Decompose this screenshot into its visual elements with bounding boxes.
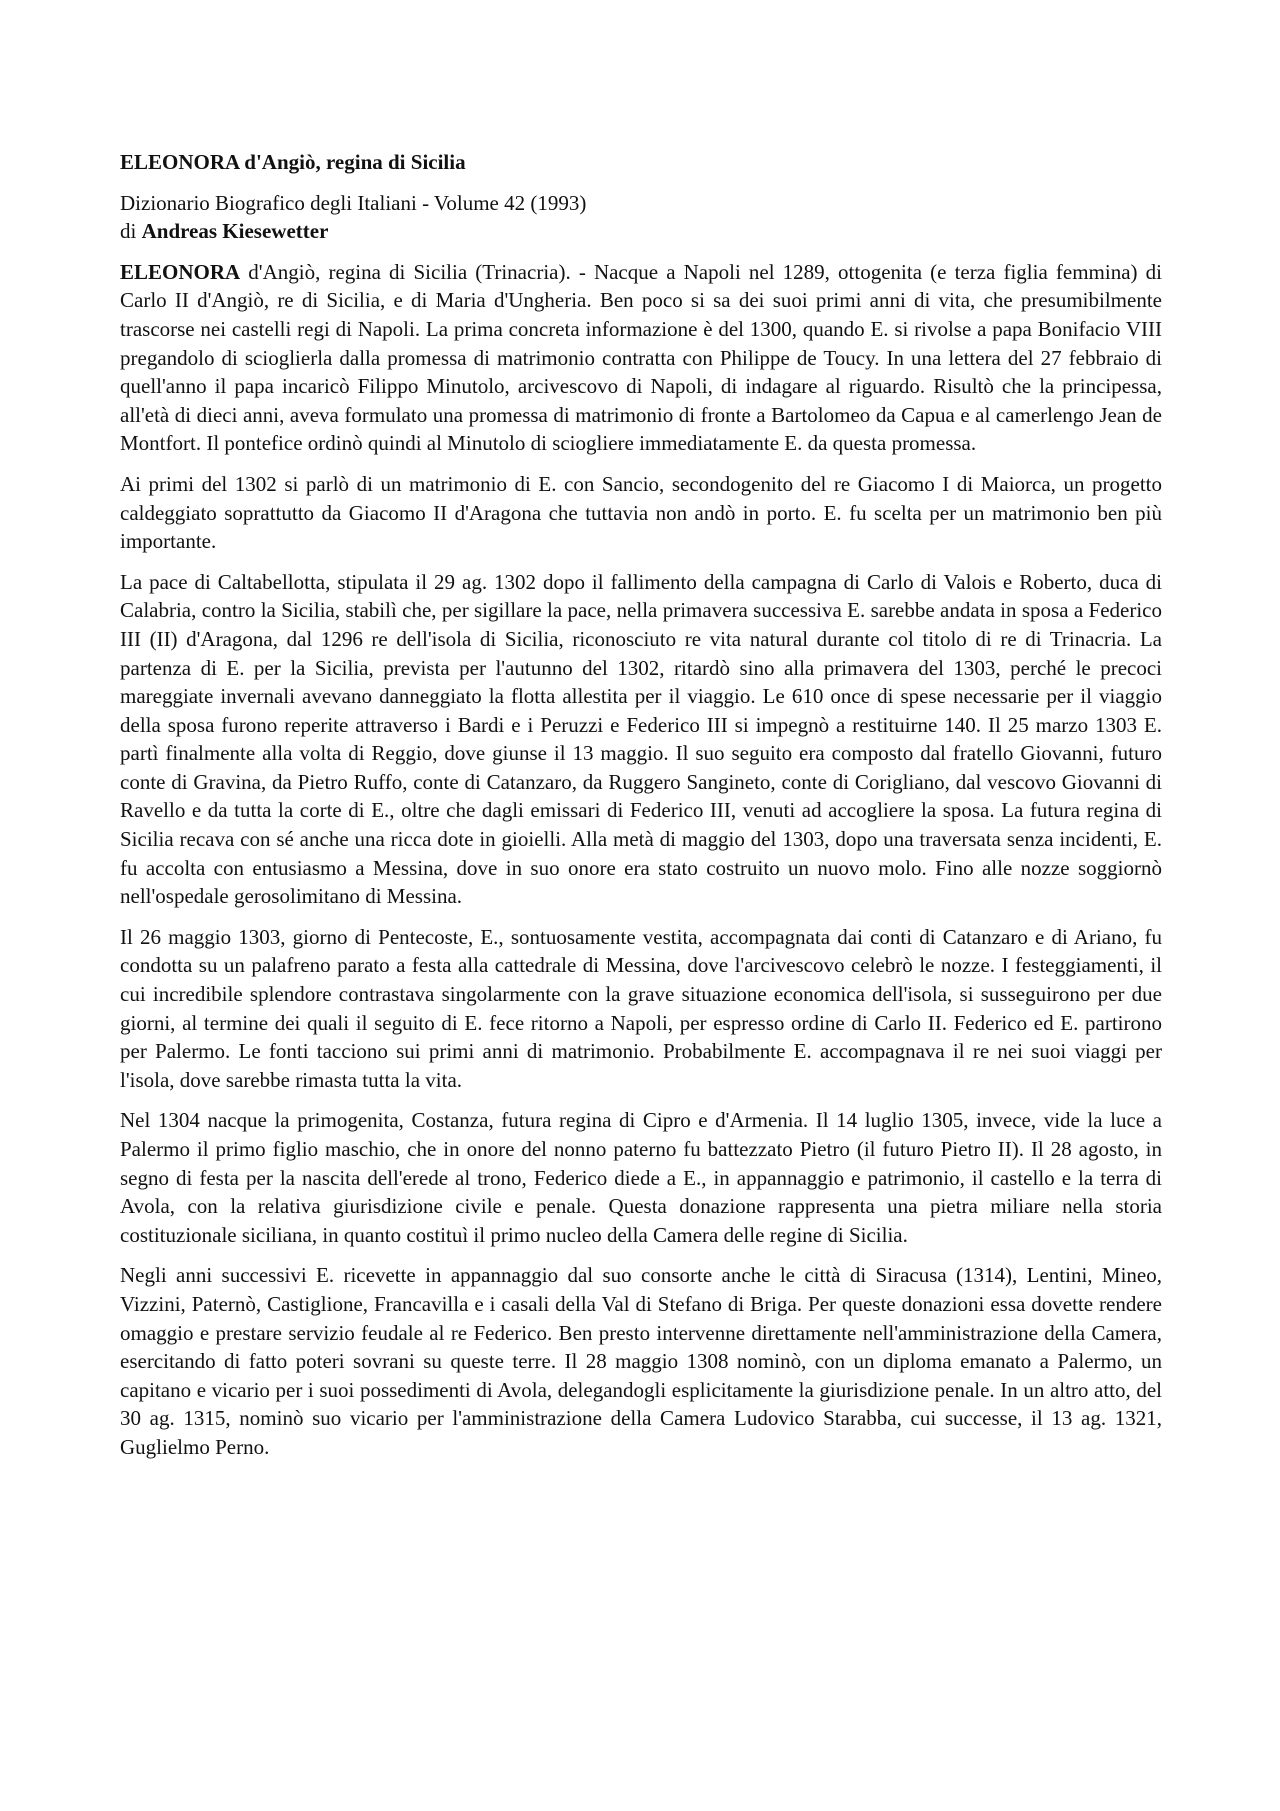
author-line bbox=[120, 217, 1162, 246]
paragraph-lead: ELEONORA bbox=[120, 259, 241, 284]
paragraph: La pace di Caltabellotta, stipulata il 29 ag. 1302 dopo il fallimento della campagna di Carlo di Valois e Roberto, duca di Calabria, contro la Sicilia, stabilì che, per sigillare la pace, nella primavera successiva E. sarebbe andata in sposa a Federico III (II) d'Aragona, dal 1296 re dell'isola di Sicilia, riconosciuto re vita natural durante col titolo di re di Trinacria. La partenza di E. per la Sicilia, prevista per l'autunno del 1302, ritardò sino alla primavera del 1303, perché le precoci mareggiate invernali avevano danneggiato la flotta allestita per il viaggio. Le 610 once di spese necessarie per il viaggio della sposa furono reperite attraverso i Bardi e i Peruzzi e Federico III si impegnò a restituirne 140. Il 25 marzo 1303 E. partì finalmente alla volta di Reggio, dove giunse il 13 maggio. Il suo seguito era composto dal fratello Giovanni, futuro conte di Gravina, da Pietro Ruffo, conte di Catanzaro, da Ruggero Sangineto, conte di Corigliano, dal vescovo Giovanni di Ravello e da tutta la corte di E., oltre che dagli emissari di Federico III, venuti ad accogliere la sposa. La futura regina di Sicilia recava con sé anche una ricca dote in gioielli. Alla metà di maggio del 1303, dopo una traversata senza incidenti, E. fu accolta con entusiasmo a Messina, dove in suo onore era stato costruito un nuovo molo. Fino alle nozze soggiornò nell'ospedale gerosolimitano di Messina. bbox=[120, 569, 1162, 909]
author-prefix: di bbox=[120, 219, 137, 244]
paragraph bbox=[120, 258, 1162, 458]
source-citation: Dizionario Biografico degli Italiani - Volume 42 (1993) bbox=[120, 190, 587, 215]
paragraph: Ai primi del 1302 si parlò di un matrimonio di E. con Sancio, secondogenito del re Giacomo I di Maiorca, un progetto caldeggiato soprattutto da Giacomo II d'Aragona che tuttavia non andò in porto. E. fu scelta per un matrimonio ben più importante. bbox=[120, 471, 1162, 554]
paragraph-text: d'Angiò, regina di Sicilia (Trinacria). - Nacque a Napoli nel 1289, ottogenita (e terza figlia femmina) di Carlo II d'Angiò, re di Sicilia, e di Maria d'Ungheria. Ben poco si sa dei suoi primi anni di vita, che presumibilmente trascorse nei castelli regi di Napoli. La prima concreta informazione è del 1300, quando E. si rivolse a papa Bonifacio VIII pregandolo di scioglierla dalla promessa di matrimonio contratta con Philippe de Toucy. In una lettera del 27 febbraio di quell'anno il papa incaricò Filippo Minutolo, arcivescovo di Napoli, di indagare al riguardo. Risultò che la principessa, all'età di dieci anni, aveva formulato una promessa di matrimonio di fronte a Bartolomeo da Capua e al camerlengo Jean de Montfort. Il pontefice ordinò quindi al Minutolo di sciogliere immediatamente E. da questa promessa. bbox=[120, 259, 1162, 456]
article-title: ELEONORA d'Angiò, regina di Sicilia bbox=[120, 150, 466, 174]
paragraph: Nel 1304 nacque la primogenita, Costanza, futura regina di Cipro e d'Armenia. Il 14 luglio 1305, invece, vide la luce a Palermo il primo figlio maschio, che in onore del nonno paterno fu battezzato Pietro (il futuro Pietro II). Il 28 agosto, in segno di festa per la nascita dell'erede al trono, Federico diede a E., in appannaggio e patrimonio, il castello e la terra di Avola, con la relativa giurisdizione civile e penale. Questa donazione rappresenta una pietra miliare nella storia costituzionale siciliana, in quanto costituì il primo nucleo della Camera delle regine di Sicilia. bbox=[120, 1108, 1162, 1247]
paragraph: Il 26 maggio 1303, giorno di Pentecoste, E., sontuosamente vestita, accompagnata dai conti di Catanzaro e di Ariano, fu condotta su un palafreno parato a festa alla cattedrale di Messina, dove l'arcivescovo celebrò le nozze. I festeggiamenti, il cui incredibile splendore contrastava singolarmente con la grave situazione economica dell'isola, si susseguirono per due giorni, al termine dei quali il seguito di E. fece ritorno a Napoli, per espresso ordine di Carlo II. Federico ed E. partirono per Palermo. Le fonti tacciono sui primi anni di matrimonio. Probabilmente E. accompagnava il re nei suoi viaggi per l'isola, dove sarebbe rimasta tutta la vita. bbox=[120, 924, 1162, 1092]
author-name: Andreas Kiesewetter bbox=[141, 219, 329, 244]
document-page bbox=[120, 148, 1162, 1474]
paragraph: Negli anni successivi E. ricevette in appannaggio dal suo consorte anche le città di Siracusa (1314), Lentini, Mineo, Vizzini, Paternò, Castiglione, Francavilla e i casali della Val di Stefano di Briga. Per queste donazioni essa dovette rendere omaggio e prestare servizio feudale al re Federico. Ben presto intervenne direttamente nell'amministrazione della Camera, esercitando di fatto poteri sovrani su queste terre. Il 28 maggio 1308 nominò, con un diploma emanato a Palermo, un capitano e vicario per i suoi possedimenti di Avola, delegandogli esplicitamente la giurisdizione penale. In un altro atto, del 30 ag. 1315, nominò suo vicario per l'amministrazione della Camera Ludovico Starabba, cui successe, il 13 ag. 1321, Guglielmo Perno. bbox=[120, 1263, 1162, 1459]
